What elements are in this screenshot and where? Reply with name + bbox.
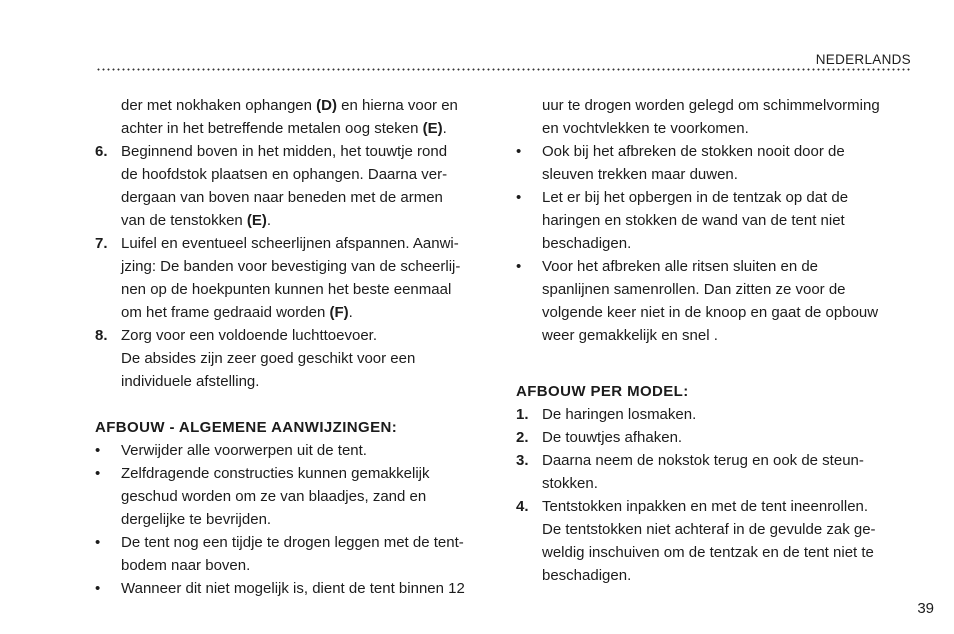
bullet-item	[516, 140, 916, 186]
continued-step-5	[95, 94, 495, 140]
text-line: haringen en stokken de wand van de tent niet	[542, 212, 845, 229]
bullet-item	[95, 577, 495, 600]
text-line: Wanneer dit niet mogelijk is, dient de tent binnen 12	[121, 580, 465, 597]
section-heading: AFBOUW PER MODEL:	[516, 383, 689, 400]
text-line: bodem naar boven.	[121, 557, 251, 574]
text-line: Let er bij het opbergen in de tentzak op dat de	[542, 189, 849, 206]
text-line: De absides zijn zeer goed geschikt voor een	[121, 350, 416, 367]
bullet-icon: •	[516, 189, 522, 206]
language-label: NEDERLANDS	[815, 52, 911, 67]
text-line: der met nokhaken ophangen (D) en hierna voor en	[121, 97, 458, 114]
text-line: nen op de hoekpunten kunnen het beste eenmaal	[121, 281, 452, 298]
bullet-icon: •	[95, 580, 101, 597]
text-line: sleuven trekken maar duwen.	[542, 166, 738, 183]
text-line: Zorg voor een voldoende luchttoevoer.	[121, 327, 378, 344]
text-line: spanlijnen samenrollen. Dan zitten ze voor de	[542, 281, 846, 298]
text-line: Daarna neem de nokstok terug en ook de steun-	[542, 452, 864, 469]
bullet-icon: •	[95, 442, 101, 459]
text-line: weer gemakkelijk en snel .	[542, 327, 718, 344]
text-line: beschadigen.	[542, 235, 632, 252]
text-line: volgende keer niet in de knoop en gaat de opbouw	[542, 304, 879, 321]
text-line: beschadigen.	[542, 567, 632, 584]
step-8	[95, 324, 495, 393]
text-line: De haringen losmaken.	[542, 406, 697, 423]
text-line: weldig inschuiven om de tentzak en de tent niet te	[542, 544, 874, 561]
text-line: Ook bij het afbreken de stokken nooit door de	[542, 143, 845, 160]
text-line: en vochtvlekken te voorkomen.	[542, 120, 749, 137]
bullet-item	[516, 186, 916, 255]
bullet-icon: •	[516, 143, 522, 160]
section-heading: AFBOUW - ALGEMENE AANWIJZINGEN:	[95, 419, 398, 436]
bullet-item	[516, 255, 916, 347]
text-line: achter in het betreffende metalen oog steken (E).	[121, 120, 447, 137]
step-number: 6.	[95, 143, 108, 160]
text-line: dergaan van boven naar beneden met de armen	[121, 189, 443, 206]
left-column	[95, 94, 495, 600]
text-line: De tent nog een tijdje te drogen leggen met de tent-	[121, 534, 464, 551]
text-line: De tentstokken niet achteraf in de gevulde zak ge-	[542, 521, 876, 538]
dotted-rule	[96, 68, 911, 71]
step-3	[516, 449, 916, 495]
text-line: van de tenstokken (E).	[121, 212, 272, 229]
bullet-icon: •	[95, 465, 101, 482]
bullet-icon: •	[516, 258, 522, 275]
page-number: 39	[917, 600, 934, 617]
step-number: 3.	[516, 452, 529, 469]
text-line: Zelfdragende constructies kunnen gemakkelijk	[121, 465, 430, 482]
text-line: Voor het afbreken alle ritsen sluiten en de	[542, 258, 819, 275]
bullet-item	[95, 439, 495, 462]
step-4	[516, 495, 916, 587]
continued-bullet	[516, 94, 916, 140]
bullet-item	[95, 531, 495, 577]
text-line: De touwtjes afhaken.	[542, 429, 683, 446]
step-number: 2.	[516, 429, 529, 446]
text-line: Tentstokken inpakken en met de tent ineenrollen.	[542, 498, 869, 515]
text-line: om het frame gedraaid worden (F).	[121, 304, 353, 321]
step-2	[516, 426, 916, 449]
text-line: Verwijder alle voorwerpen uit de tent.	[121, 442, 367, 459]
text-line: Luifel en eventueel scheerlijnen afspannen. Aanwi-	[121, 235, 459, 252]
bullet-item	[95, 462, 495, 531]
text-line: individuele afstelling.	[121, 373, 260, 390]
step-7	[95, 232, 495, 324]
text-line: stokken.	[542, 475, 598, 492]
text-line: de hoofdstok plaatsen en ophangen. Daarna ver-	[121, 166, 448, 183]
text-line: geschud worden om ze van blaadjes, zand en	[121, 488, 427, 505]
step-number: 1.	[516, 406, 529, 423]
step-1	[516, 403, 916, 426]
step-number: 8.	[95, 327, 108, 344]
text-line: uur te drogen worden gelegd om schimmelvorming	[542, 97, 880, 114]
step-number: 7.	[95, 235, 108, 252]
text-line: Beginnend boven in het midden, het touwtje rond	[121, 143, 448, 160]
step-6	[95, 140, 495, 232]
right-column	[516, 94, 916, 587]
text-line: dergelijke te bevrijden.	[121, 511, 272, 528]
bullet-icon: •	[95, 534, 101, 551]
step-number: 4.	[516, 498, 529, 515]
text-line: jzing: De banden voor bevestiging van de scheerlij-	[121, 258, 461, 275]
